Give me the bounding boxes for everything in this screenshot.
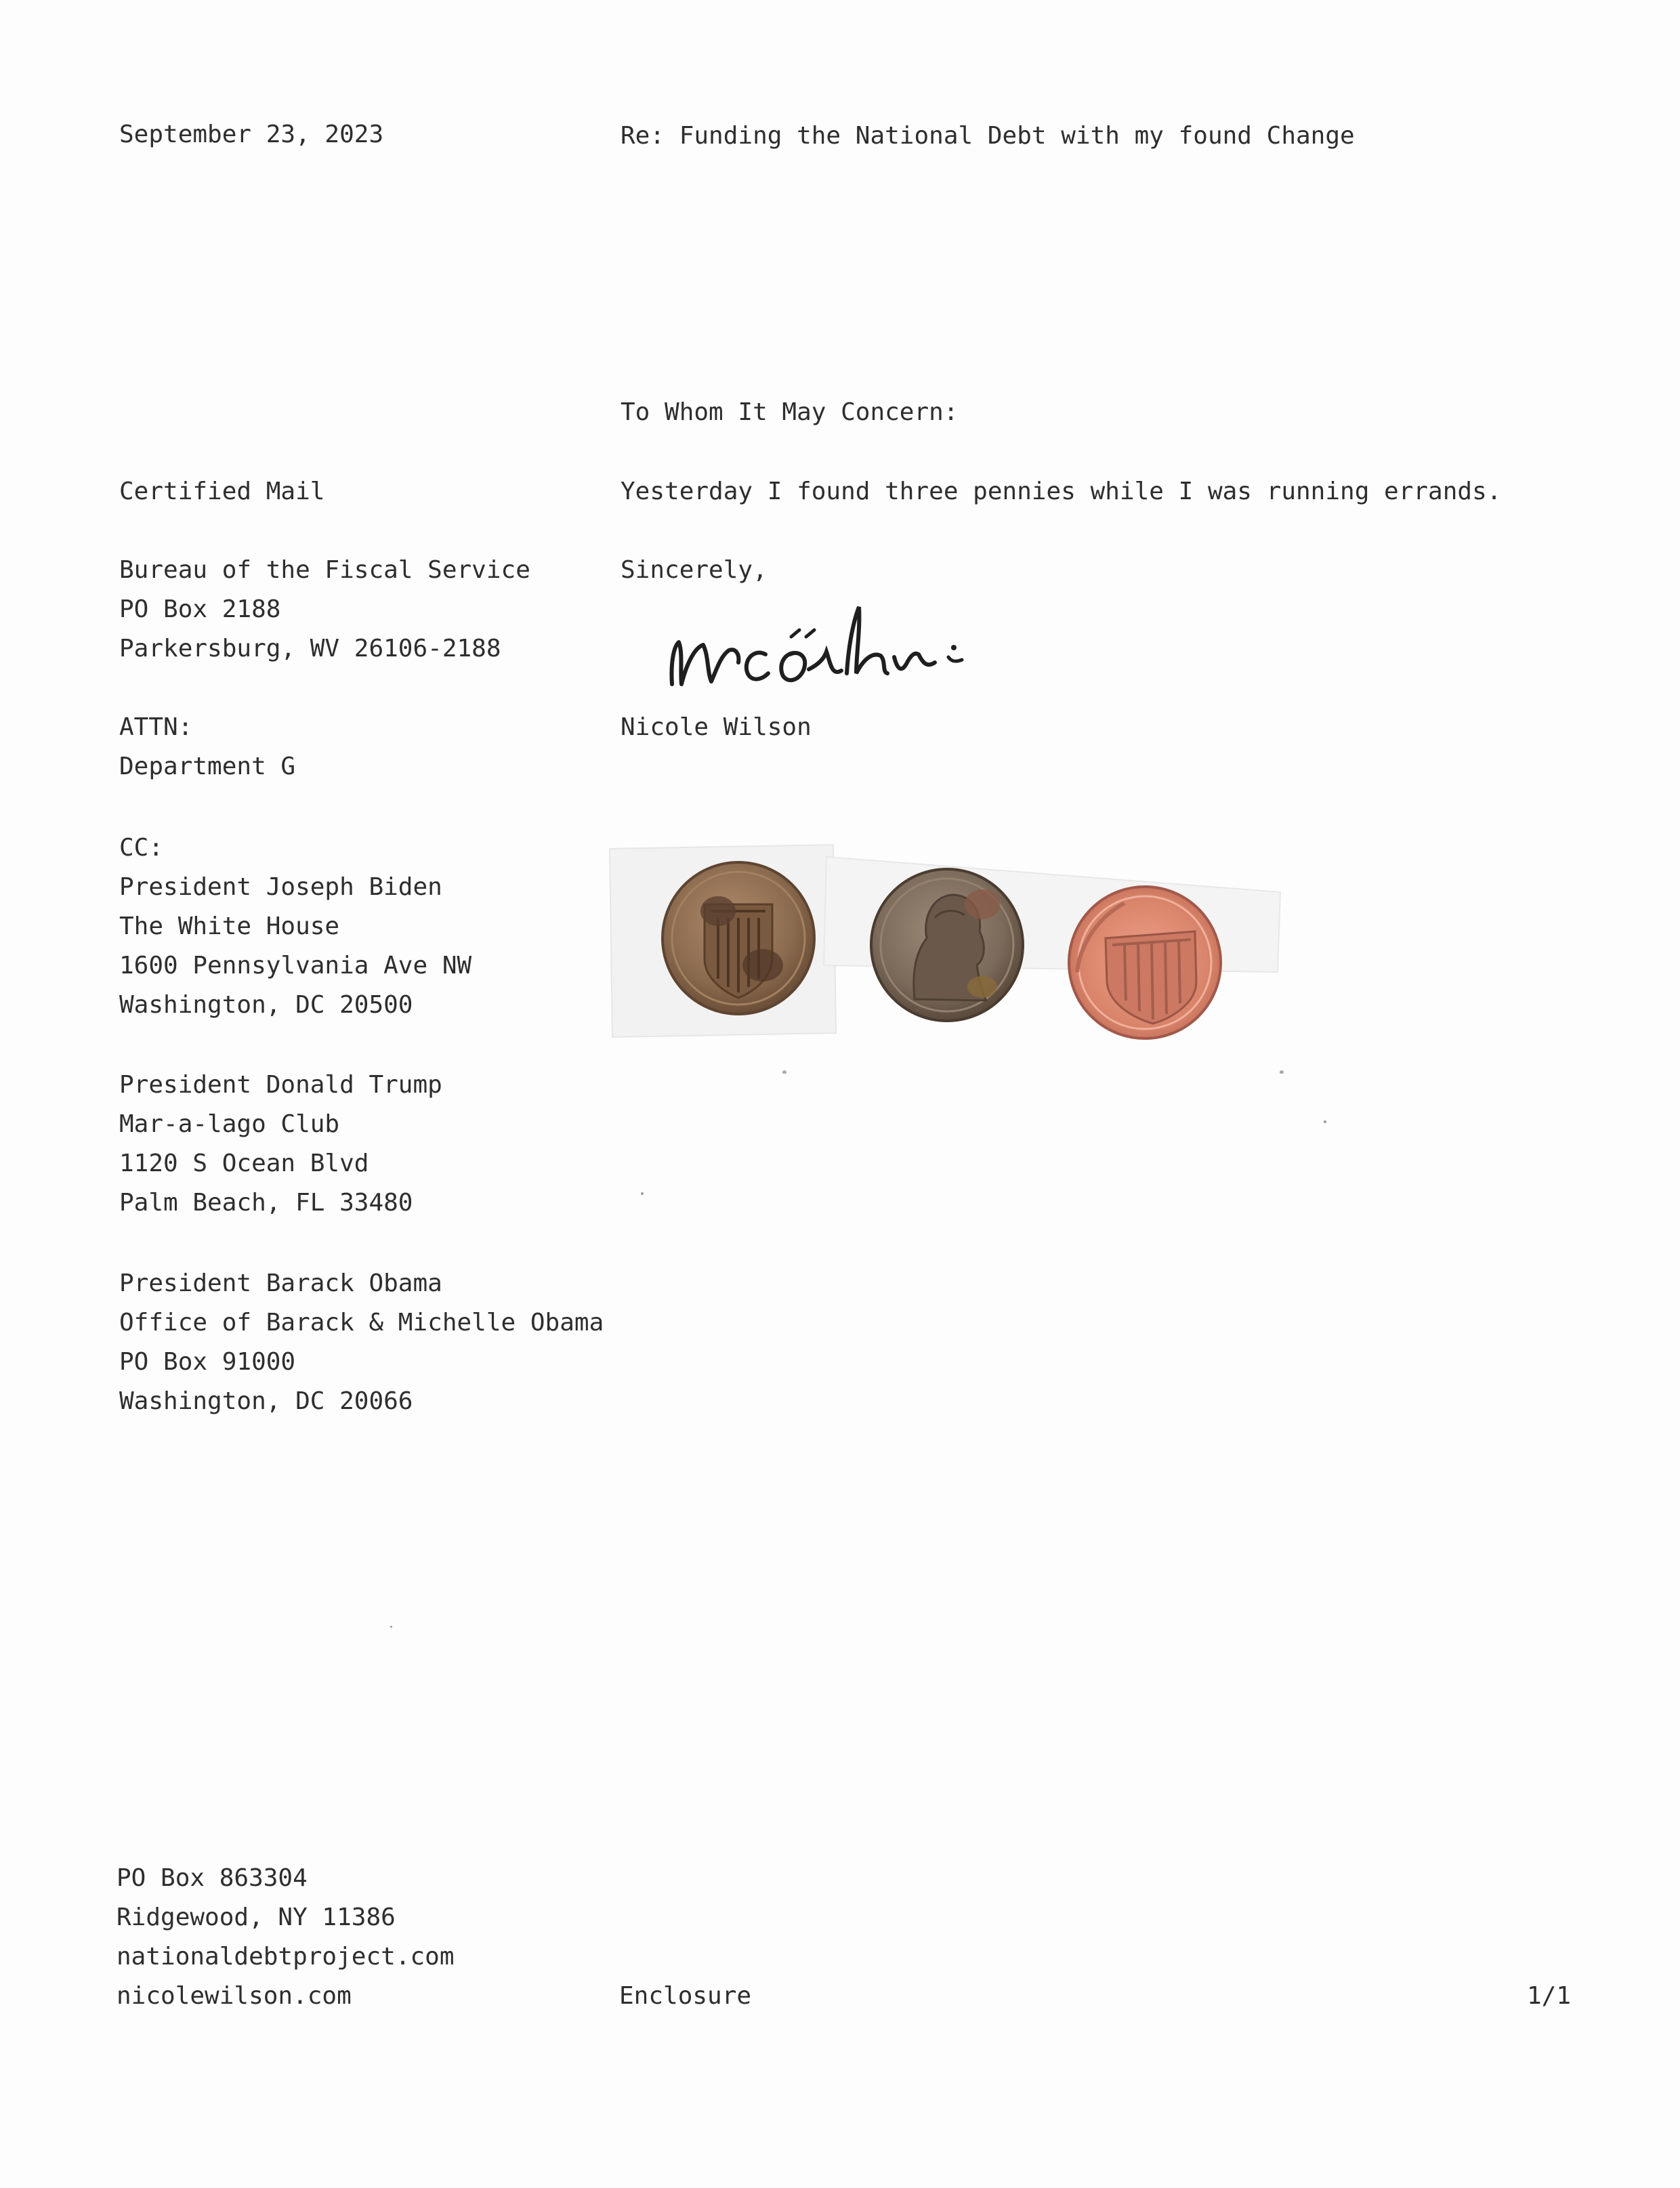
recipient-name: Bureau of the Fiscal Service: [119, 556, 530, 584]
scan-speck: [641, 1192, 644, 1195]
scan-speck: [1324, 1120, 1326, 1123]
penny-shield-new-icon: [1069, 887, 1221, 1038]
sender-website-project: nationaldebtproject.com: [117, 1943, 455, 1971]
signature-image: [664, 589, 975, 698]
cc-organization: Mar-a-lago Club: [119, 1110, 340, 1138]
enclosure-label: Enclosure: [619, 1982, 752, 2010]
signer-name: Nicole Wilson: [621, 713, 812, 741]
cc-organization: The White House: [119, 912, 340, 940]
cc-block-trump: [119, 1066, 442, 1223]
closing: Sincerely,: [621, 556, 768, 584]
sender-box: PO Box 863304: [117, 1864, 308, 1892]
sender-city: Ridgewood, NY 11386: [117, 1903, 396, 1931]
sender-address: [117, 1859, 455, 2016]
sender-website-personal: nicolewilson.com: [117, 1982, 352, 2010]
cc-block-biden: [119, 828, 471, 1025]
cc-city: Washington, DC 20066: [119, 1387, 413, 1415]
cc-name: President Joseph Biden: [119, 873, 442, 901]
cc-organization: Office of Barack & Michelle Obama: [119, 1309, 604, 1337]
penny-shield-icon: [663, 862, 814, 1014]
salutation: To Whom It May Concern:: [621, 398, 959, 426]
attn-department: Department G: [119, 753, 296, 780]
enclosed-pennies: [603, 830, 1287, 1074]
recipient-city: Parkersburg, WV 26106-2188: [119, 635, 501, 662]
letter-body: Yesterday I found three pennies while I was running errands.: [621, 478, 1502, 505]
letter-date: September 23, 2023: [119, 121, 384, 148]
cc-street: 1600 Pennsylvania Ave NW: [119, 952, 472, 980]
cc-street: PO Box 91000: [119, 1348, 296, 1376]
cc-label: CC:: [119, 834, 164, 862]
cc-city: Palm Beach, FL 33480: [119, 1189, 413, 1217]
cc-city: Washington, DC 20500: [119, 991, 413, 1019]
cc-street: 1120 S Ocean Blvd: [119, 1150, 369, 1177]
mailing-method: Certified Mail: [119, 478, 325, 505]
page-number: 1/1: [1527, 1982, 1572, 2010]
penny-lincoln-icon: [871, 869, 1023, 1021]
attention-block: [119, 708, 295, 786]
letter-subject: Re: Funding the National Debt with my found Change: [621, 122, 1355, 150]
recipient-address: [119, 551, 530, 669]
cc-name: President Barack Obama: [119, 1269, 442, 1297]
scan-speck: [390, 1626, 392, 1628]
cc-name: President Donald Trump: [119, 1071, 442, 1099]
cc-block-obama: [119, 1264, 604, 1421]
recipient-box: PO Box 2188: [119, 595, 281, 623]
attn-label: ATTN:: [119, 713, 193, 741]
